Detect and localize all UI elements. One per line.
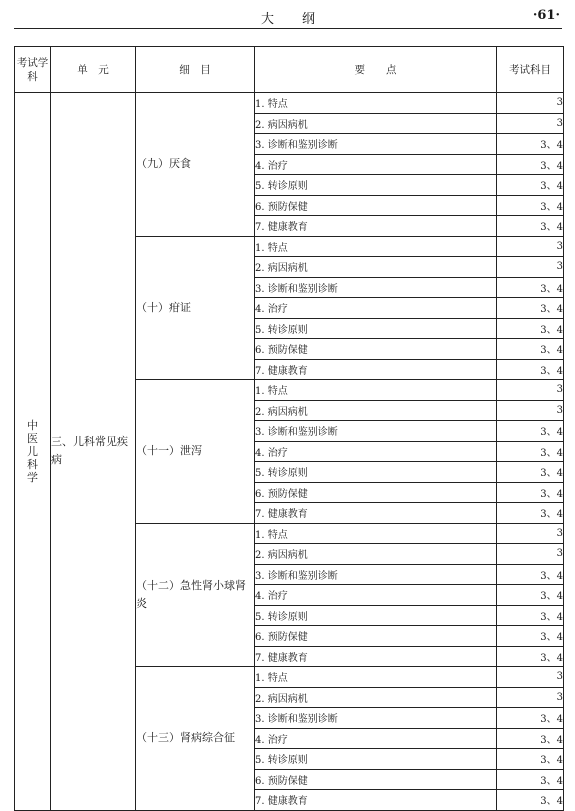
point-cell: 1. 特点 <box>255 236 497 257</box>
table-header-row <box>15 47 564 93</box>
page-header <box>14 6 562 29</box>
exam-cell: 3 <box>497 93 564 114</box>
point-cell: 6. 预防保健 <box>255 195 497 216</box>
exam-cell: 3、4 <box>497 421 564 442</box>
exam-cell: 3 <box>497 544 564 565</box>
exam-cell: 3 <box>497 380 564 401</box>
exam-cell: 3 <box>497 236 564 257</box>
point-cell: 7. 健康教育 <box>255 790 497 811</box>
exam-cell: 3、4 <box>497 728 564 749</box>
subject-cell <box>15 93 51 811</box>
exam-cell: 3 <box>497 667 564 688</box>
point-cell: 4. 治疗 <box>255 298 497 319</box>
point-cell: 7. 健康教育 <box>255 503 497 524</box>
point-cell: 2. 病因病机 <box>255 687 497 708</box>
point-cell: 5. 转诊原则 <box>255 462 497 483</box>
exam-cell: 3、4 <box>497 708 564 729</box>
point-cell: 1. 特点 <box>255 93 497 114</box>
point-cell: 4. 治疗 <box>255 585 497 606</box>
running-title: 大纲 <box>260 12 343 27</box>
point-cell: 5. 转诊原则 <box>255 749 497 770</box>
exam-cell: 3、4 <box>497 646 564 667</box>
exam-cell: 3、4 <box>497 462 564 483</box>
point-cell: 3. 诊断和鉴别诊断 <box>255 564 497 585</box>
exam-cell: 3、4 <box>497 298 564 319</box>
detail-cell: （十一）泄泻 <box>136 380 255 524</box>
subject-label: 中医儿科学 <box>27 418 38 484</box>
point-cell: 3. 诊断和鉴别诊断 <box>255 708 497 729</box>
point-cell: 6. 预防保健 <box>255 482 497 503</box>
exam-cell: 3、4 <box>497 564 564 585</box>
exam-cell: 3、4 <box>497 134 564 155</box>
header-detail: 细 目 <box>136 47 255 93</box>
exam-cell: 3、4 <box>497 318 564 339</box>
point-cell: 2. 病因病机 <box>255 257 497 278</box>
point-cell: 6. 预防保健 <box>255 769 497 790</box>
syllabus-table <box>14 46 564 811</box>
exam-cell: 3、4 <box>497 790 564 811</box>
detail-cell: （十）疳证 <box>136 236 255 380</box>
header-subject: 考试学科 <box>15 47 51 93</box>
exam-cell: 3、4 <box>497 359 564 380</box>
exam-cell: 3、4 <box>497 482 564 503</box>
point-cell: 6. 预防保健 <box>255 626 497 647</box>
exam-cell: 3 <box>497 523 564 544</box>
point-cell: 4. 治疗 <box>255 728 497 749</box>
point-cell: 3. 诊断和鉴别诊断 <box>255 421 497 442</box>
exam-cell: 3 <box>497 113 564 134</box>
point-cell: 2. 病因病机 <box>255 544 497 565</box>
point-cell: 5. 转诊原则 <box>255 605 497 626</box>
point-cell: 5. 转诊原则 <box>255 318 497 339</box>
point-cell: 1. 特点 <box>255 380 497 401</box>
point-cell: 6. 预防保健 <box>255 339 497 360</box>
exam-cell: 3、4 <box>497 441 564 462</box>
exam-cell: 3 <box>497 687 564 708</box>
point-cell: 3. 诊断和鉴别诊断 <box>255 134 497 155</box>
exam-cell: 3、4 <box>497 605 564 626</box>
point-cell: 7. 健康教育 <box>255 359 497 380</box>
unit-cell: 三、儿科常见疾病 <box>51 93 136 811</box>
exam-cell: 3、4 <box>497 503 564 524</box>
exam-cell: 3、4 <box>497 195 564 216</box>
point-cell: 1. 特点 <box>255 667 497 688</box>
header-point: 要 点 <box>255 47 497 93</box>
exam-cell: 3、4 <box>497 216 564 237</box>
exam-cell: 3、4 <box>497 749 564 770</box>
point-cell: 7. 健康教育 <box>255 216 497 237</box>
table-row <box>15 93 564 114</box>
exam-cell: 3、4 <box>497 626 564 647</box>
exam-cell: 3 <box>497 400 564 421</box>
detail-cell: （十三）肾病综合征 <box>136 667 255 811</box>
detail-cell: （十二）急性肾小球肾炎 <box>136 523 255 667</box>
detail-cell: （九）厌食 <box>136 93 255 237</box>
point-cell: 5. 转诊原则 <box>255 175 497 196</box>
exam-cell: 3、4 <box>497 277 564 298</box>
header-unit: 单 元 <box>51 47 136 93</box>
point-cell: 1. 特点 <box>255 523 497 544</box>
point-cell: 4. 治疗 <box>255 154 497 175</box>
exam-cell: 3、4 <box>497 154 564 175</box>
point-cell: 4. 治疗 <box>255 441 497 462</box>
exam-cell: 3、4 <box>497 339 564 360</box>
page-number: ·61· <box>532 8 560 23</box>
point-cell: 2. 病因病机 <box>255 113 497 134</box>
exam-cell: 3 <box>497 257 564 278</box>
point-cell: 2. 病因病机 <box>255 400 497 421</box>
exam-cell: 3、4 <box>497 769 564 790</box>
point-cell: 3. 诊断和鉴别诊断 <box>255 277 497 298</box>
exam-cell: 3、4 <box>497 585 564 606</box>
table-body <box>15 93 564 811</box>
header-exam: 考试科目 <box>497 47 564 93</box>
point-cell: 7. 健康教育 <box>255 646 497 667</box>
exam-cell: 3、4 <box>497 175 564 196</box>
